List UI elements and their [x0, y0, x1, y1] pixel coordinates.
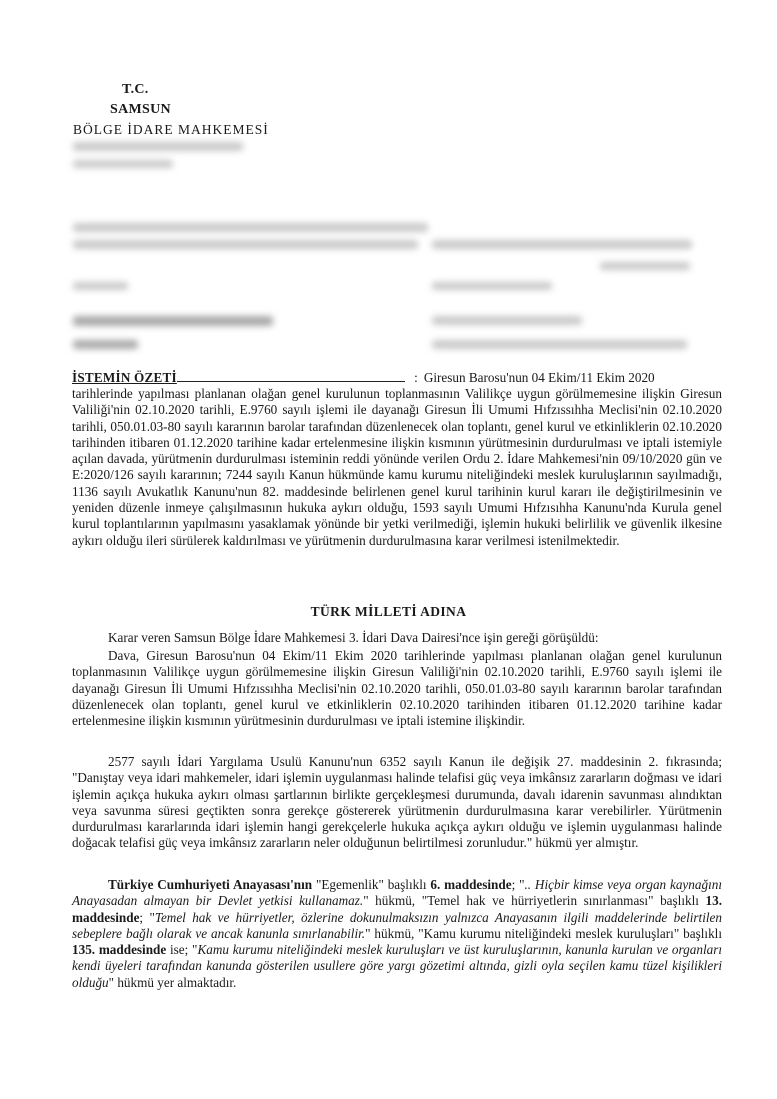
redacted-block [432, 340, 687, 349]
article-ref: 6. maddesinde [430, 877, 512, 892]
text-span: ise; " [166, 942, 198, 958]
redacted-block [73, 316, 273, 326]
summary-text: tarihlerinde yapılması planlanan olağan genel kurulunun toplanmasının Valilikçe uygun görülmemesine ilişkin Giresun Valiliği'nin 02.10.2020 tarihli, E.9760 sayılı işlemi ile dayanağı Giresun İli Umumi Hıfzıssıhha Meclisi'nin 02.10.2020 tarihli, 050.01.03-80 sayılı kararının barolar tarafından düzenlenecek olan toplantı, genel kurul ve etkinliklerin 02.10.2020 tarihinden itibaren 01.12.2020 tarihine kadar ertelenmesine ilişkin kısmının yürütmesinin durdurulması ve iptali istemiyle açılan davada, yürütmenin durdurulması isteminin reddi yönünde verilen Ordu 2. İdare Mahkemesi'nin 09/10/2020 gün ve E:2020/126 sayılı kararının; 7244 sayılı Kanun hükmünde kamu kurumu niteliğindeki meslek kuruluşlarının sayılmadığı, 1136 sayılı Avukatlık Kanunu'nun 82. maddesinde belirlenen genel kurul tarihinin kurul kararı ile değiştirilmesinin ve yeniden düzenle inmeye çalışılmasının hukuka aykırı olduğu, 1593 sayılı Umumi Hıfzısıhha Kanunu'nda Kurula genel kurul toplantılarının yapılmasını yasaklamak yönünde bir yetki verilmediği, işlemin hukuki belirlilik ve güvenlik ilkesine aykırı olduğu ileri sürülerek kaldırılması ve yürütmenin durdurulmasına karar verilmesi istenilmektedir. [72, 386, 722, 548]
quote-span: Kamu kurumu niteliğindeki meslek kuruluşları ve üst kuruluşlarının, kanunla kurulan ve organları kendi üyeleri tarafından kanunda gösterilen usullere göre yargı gözetimi altında, gizli oyla seçilen kamu tüzel kişilikleri olduğu [72, 942, 722, 990]
redacted-block [600, 262, 690, 270]
header-court: BÖLGE İDARE MAHKEMESİ [73, 122, 269, 137]
paragraph-intro: Karar veren Samsun Bölge İdare Mahkemesi 3. İdari Dava Dairesi'nce işin gereği görüşüldü: [108, 630, 599, 645]
paragraph-case: Dava, Giresun Barosu'nun 04 Ekim/11 Ekim 2020 tarihlerinde yapılması planlanan olağan genel kurulunun toplanmasının Valilikçe uygun görülmemesine ilişkin Giresun Valiliği'nin 02.10.2020 tarihli, E.9760 sayılı işlemi ile dayanağı Giresun İli Umumi Hıfzıssıhha Meclisi'nin 02.10.2020 tarihli, 050.01.03-80 sayılı kararının barolar tarafından düzenlenecek olan toplantı, genel kurul ve etkinliklerin 02.10.2020 tarihinden itibaren 01.12.2020 tarihine kadar ertelenmesine ilişkin kısmının yürütmesinin durdurulması ve iptali istemine ilişkindir. [72, 648, 722, 729]
redacted-block [73, 160, 173, 168]
redacted-block [432, 316, 582, 325]
text-span: " hükmü, "Temel hak ve hürriyetlerin sınırlanması" başlıklı [363, 893, 706, 909]
redacted-block [73, 340, 138, 349]
redacted-block [432, 240, 692, 249]
article-ref: 135. maddesinde [72, 942, 167, 958]
summary-label: İSTEMİN ÖZETİ [72, 370, 177, 385]
summary-title-row [72, 370, 722, 386]
article-ref: 13. maddesinde [72, 893, 722, 925]
text-span: " hükmü yer almaktadır. [108, 974, 237, 990]
text-span: ; " [511, 877, 525, 892]
redacted-block [73, 223, 428, 232]
summary-underline [177, 381, 405, 382]
quote-span: Temel hak ve hürriyetler, özlerine dokunulmaksızın yalnızca Anayasanın ilgili maddelerinde belirtilen sebeplere bağlı olarak ve ancak kanunla sınırlanabilir. [72, 909, 722, 941]
redacted-block [73, 142, 243, 151]
redacted-block [432, 282, 552, 290]
quote-span: .. Hiçbir kimse veya organ kaynağını Anayasadan almayan bir Devlet yetkisi kullanamaz. [72, 877, 722, 909]
decision-heading: TÜRK MİLLETİ ADINA [310, 604, 467, 619]
header-tc: T.C. [122, 82, 149, 97]
redacted-block [73, 282, 128, 290]
redacted-block [73, 240, 418, 249]
paragraph-law-2577: 2577 sayılı İdari Yargılama Usulü Kanunu'nun 6352 sayılı Kanun ile değişik 27. maddesinin 2. fıkrasında; "Danıştay veya idari mahkemeler, idari işlemin uygulanması halinde telafisi güç veya imkânsız zararların doğması ve idari işlemin açıkça hukuka aykırı olması şartlarının birlikte gerçekleşmesi durumunda, davalı idarenin savunması alındıktan veya savunma süresi geçtikten sonra gerekçe göstererek yürütmenin durdurulmasına karar verebilirler. Yürütmenin durdurulması kararlarında idari işlemin hangi gerekçelerle hukuka açıkça aykırı olduğu ve işlemin uygulanması halinde doğacak telafisi güç veya imkânsız zararların neler olduğunun belirtilmesi zorunludur." hükmü yer almıştır. [72, 754, 722, 851]
paragraph-constitution [72, 877, 722, 991]
text-span: ; " [139, 909, 155, 925]
header-city: SAMSUN [110, 102, 171, 117]
constitution-ref: Türkiye Cumhuriyeti Anayasası'nın [108, 877, 313, 892]
summary-colon: : [414, 370, 418, 385]
text-span: " hükmü, "Kamu kurumu niteliğindeki meslek kuruluşları" başlıklı [365, 925, 722, 941]
text-span: "Egemenlik" başlıklı [312, 877, 431, 892]
summary-text-first: Giresun Barosu'nun 04 Ekim/11 Ekim 2020 [423, 370, 655, 385]
